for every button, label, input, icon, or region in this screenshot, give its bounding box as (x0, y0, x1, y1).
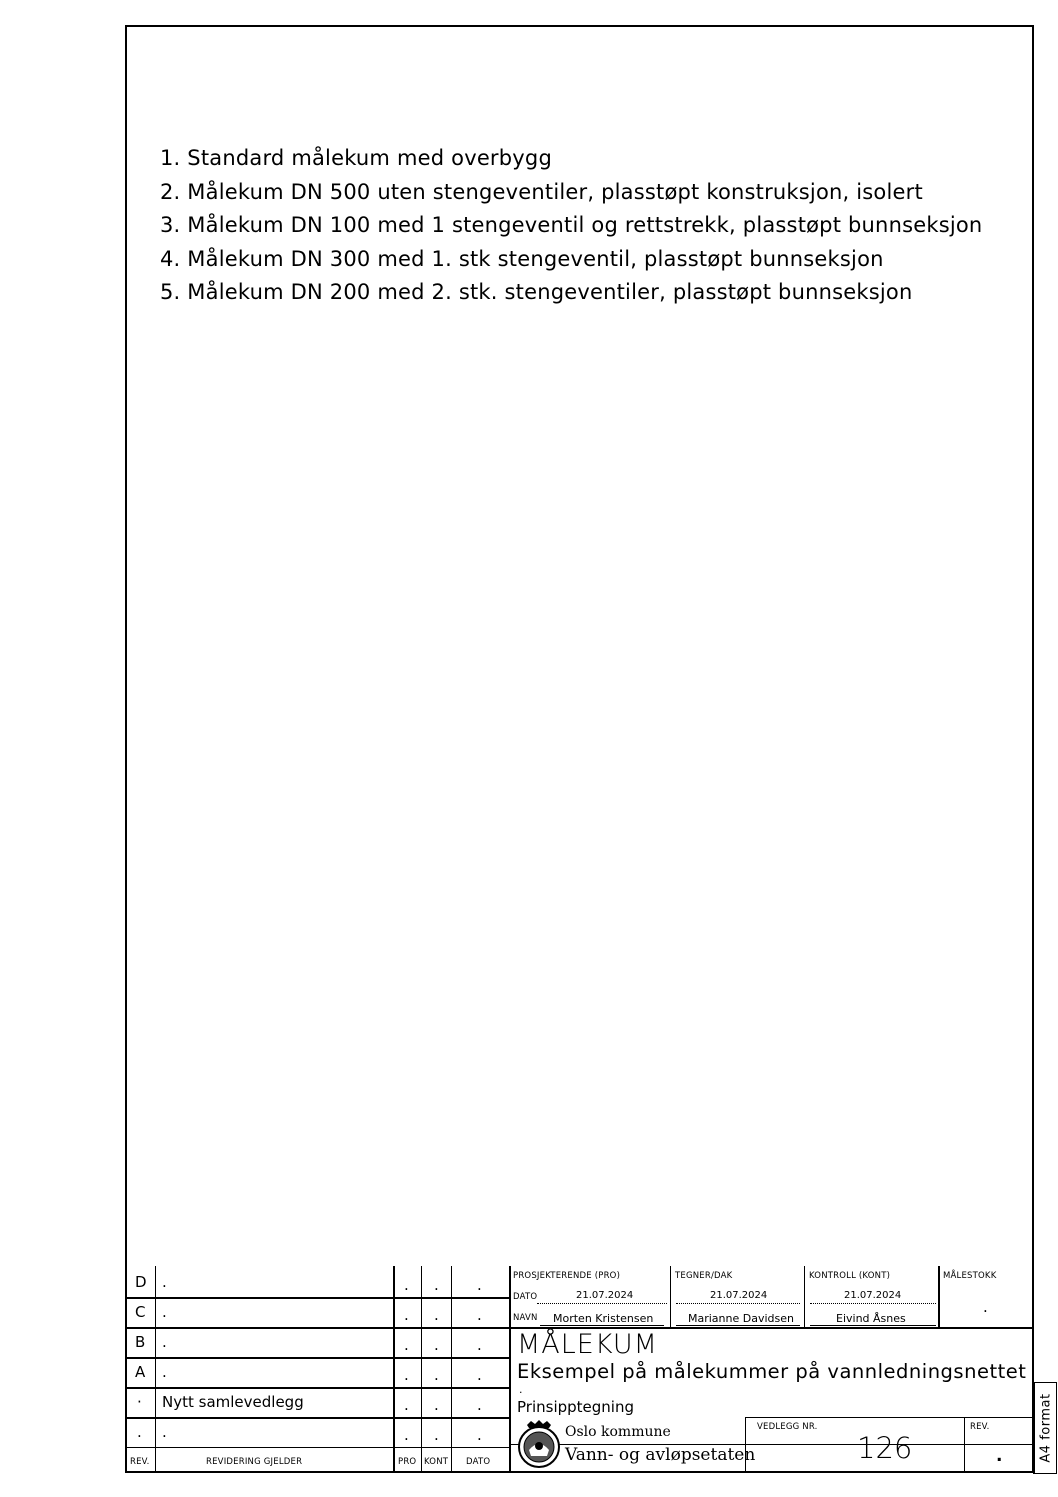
pro-header: PRO (398, 1457, 417, 1467)
malestokk-header: MÅLESTOKK (943, 1271, 997, 1281)
pro-date: 21.07.2024 (576, 1290, 634, 1301)
notes-list (160, 142, 982, 310)
org-department: Vann- og avløpsetaten (565, 1445, 756, 1465)
kontroll-date: 21.07.2024 (844, 1290, 902, 1301)
rev-dato: . (477, 1396, 482, 1414)
rev-kont: . (434, 1276, 439, 1294)
rev-letter: A (135, 1363, 146, 1381)
note-item: 5. Målekum DN 200 med 2. stk. stengeventiler, plasstøpt bunnseksjon (160, 280, 913, 304)
org-name: Oslo kommune (565, 1424, 671, 1440)
rev-kont: . (434, 1366, 439, 1384)
rev-description: . (162, 1273, 167, 1291)
rev-kont: . (434, 1396, 439, 1414)
rev-dato: . (477, 1306, 482, 1324)
rev-pro: . (404, 1306, 409, 1324)
tegner-date: 21.07.2024 (710, 1290, 768, 1301)
navn-label: NAVN (513, 1313, 538, 1323)
rev-description: Nytt samlevedlegg (162, 1393, 304, 1411)
oslo-seal-icon (517, 1420, 561, 1470)
malestokk-value: . (983, 1298, 988, 1316)
rev-description: . (162, 1423, 167, 1441)
rev-description: . (162, 1303, 167, 1321)
rev-dato: . (477, 1426, 482, 1444)
rev-letter: B (135, 1333, 146, 1351)
rev-pro: . (404, 1396, 409, 1414)
dato-header: DATO (466, 1457, 491, 1467)
format-label: A4 format (1038, 1393, 1053, 1463)
rev-kont: . (434, 1426, 439, 1444)
description-header: REVIDERING GJELDER (206, 1457, 303, 1467)
rev-kont: . (434, 1306, 439, 1324)
rev-letter: D (135, 1273, 147, 1291)
note-item: 2. Målekum DN 500 uten stengeventiler, plasstøpt konstruksjon, isolert (160, 179, 923, 204)
rev-pro: . (404, 1426, 409, 1444)
note-item: 1. Standard målekum med overbygg (160, 146, 552, 170)
rev-letter: · (137, 1393, 142, 1411)
pro-name: Morten Kristensen (553, 1312, 654, 1325)
rev-label: REV. (970, 1422, 990, 1432)
subtitle-dot: . (519, 1383, 523, 1396)
rev-description: . (162, 1363, 167, 1381)
tegner-section-header: TEGNER/DAK (675, 1271, 733, 1281)
rev-pro: . (404, 1336, 409, 1354)
rev-value: . (996, 1446, 1003, 1466)
kontroll-section-header: KONTROLL (KONT) (809, 1271, 891, 1281)
dato-label: DATO (513, 1292, 538, 1302)
rev-pro: . (404, 1276, 409, 1294)
pro-section-header: PROSJEKTERENDE (PRO) (513, 1271, 621, 1281)
tegner-name: Marianne Davidsen (688, 1312, 794, 1325)
kontroll-name: Eivind Åsnes (836, 1312, 906, 1325)
format-tab (1033, 1382, 1057, 1474)
rev-dato: . (477, 1366, 482, 1384)
rev-dato: . (477, 1336, 482, 1354)
note-item: 3. Målekum DN 100 med 1 stengeventil og rettstrekk, plasstøpt bunnseksjon (160, 213, 983, 237)
rev-description: . (162, 1333, 167, 1351)
rev-letter: . (137, 1423, 142, 1441)
vedlegg-label: VEDLEGG NR. (757, 1422, 818, 1432)
vedlegg-number: 126 (857, 1431, 913, 1465)
rev-kont: . (434, 1336, 439, 1354)
rev-pro: . (404, 1366, 409, 1384)
drawing-title: MÅLEKUM (517, 1329, 658, 1360)
kont-header: KONT (424, 1457, 449, 1467)
drawing-subtitle: Eksempel på målekummer på vannledningsnettet (517, 1360, 1027, 1383)
drawing-type: Prinsipptegning (517, 1398, 634, 1416)
rev-letter: C (135, 1303, 146, 1321)
rev-header: REV. (130, 1457, 150, 1467)
rev-dato: . (477, 1276, 482, 1294)
note-item: 4. Målekum DN 300 med 1. stk stengeventil, plasstøpt bunnseksjon (160, 246, 884, 271)
